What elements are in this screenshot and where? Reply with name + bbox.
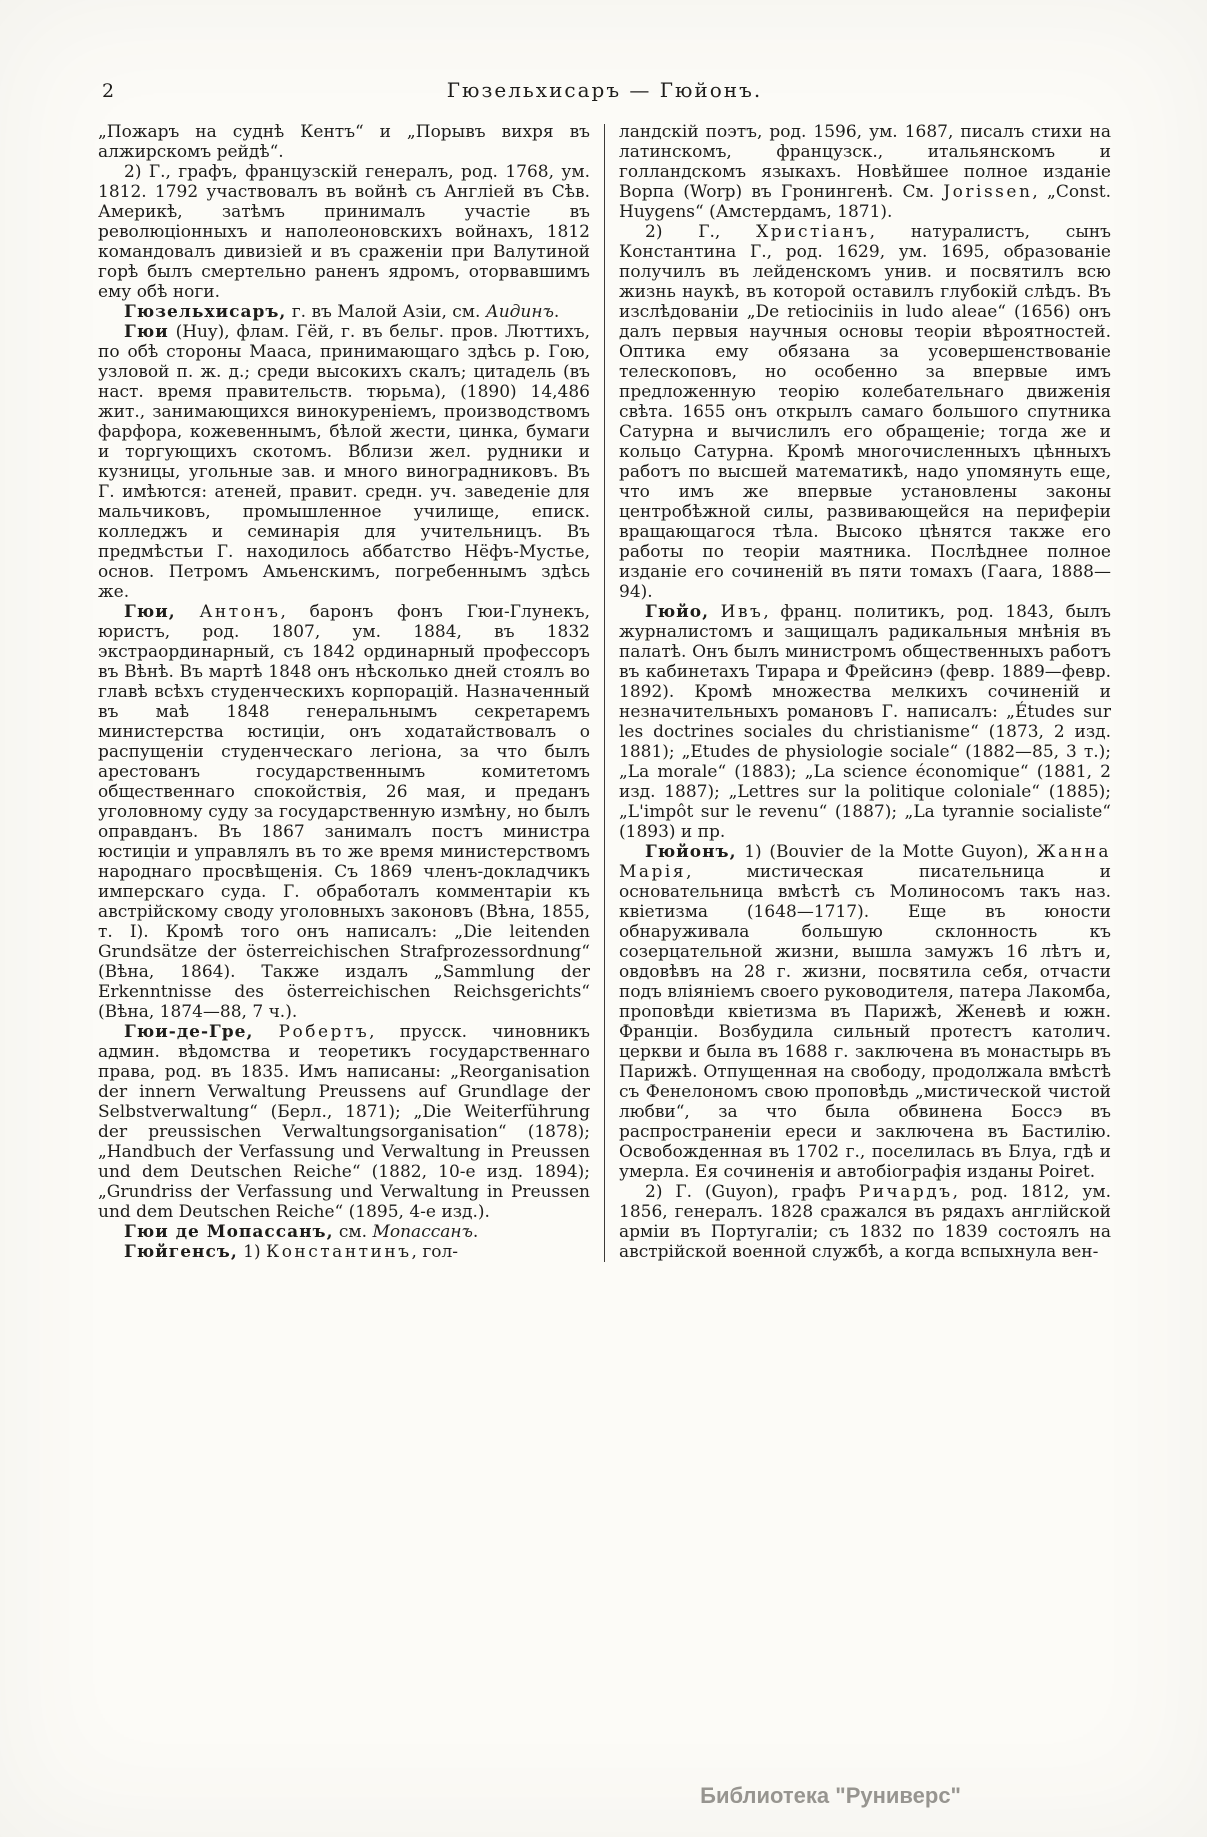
entry-gyuzelhisar — [98, 302, 590, 322]
watermark: Библиотека "Руниверс" — [700, 1783, 961, 1808]
left-column — [98, 122, 590, 1262]
text-segment: г. въ Малой Азіи, см. — [286, 302, 486, 322]
text-segment: , род. 1812, ум. 1856, генералъ. 1828 сражался въ рядахъ англійской арміи въ Португаліи; съ 1832 по 1839 состоялъ на австрійской военной службѣ, а когда вспыхнула вен- — [619, 1182, 1111, 1262]
page-number: 2 — [102, 80, 115, 102]
running-head: Гюзельхисаръ — Гюйонъ. — [446, 78, 763, 102]
entry-gyui-huy — [98, 322, 590, 602]
text-segment: , мистическая писательница и основательница вмѣстѣ съ Молиносомъ такъ наз. квіетизма (1648—1717). Еще въ юности обнаруживала большую склонность къ созерцательной жизни, вышла замужъ 16 лѣтъ и, овдовѣвъ на 28 г. жизни, посвятила себя, отчасти подъ вліяніемъ своего руководителя, патера Лакомба, проповѣди квіетизма въ Парижѣ, Женевѣ и южн. Франціи. Возбудила сильный протестъ католич. церкви и была въ 1688 г. заключена въ монастырь въ Парижѣ. Отпущенная на свободу, продолжала вмѣстѣ съ Фенелономъ свою проповѣдь „мистической чистой любви“, за что была обвинена Боссэ въ распространеніи ереси и заключена въ Бастилію. Освобожденная въ 1702 г., поселилась въ Блуа, гдѣ и умерла. Ея сочиненія и автобіографія изданы Poiret. — [619, 862, 1111, 1182]
text-segment: , прусск. чиновникъ админ. вѣдомства и теоретикъ государственнаго права, род. въ 1835. Имъ написаны: „Reorganisation der innern Verwaltung Preussens auf Grundlage der Selbstverwaltung“ (Берл., 1871); „Die Weiterführung der preussischen Verwaltungsorganisation“ (1878); „Handbuch der Verfassung und Verwaltung in Preussen und dem Deutschen Reiche“ (1882, 10-е изд. 1894); „Grundriss der Verfassung und Verwaltung in Preussen und dem Deutschen Reiche“ (1895, 4-е изд.). — [98, 1022, 590, 1222]
text-segment: 1) — [237, 1242, 267, 1262]
entry-headword: Гюи-де-Гре, — [124, 1022, 254, 1042]
text-segment: , баронъ фонъ Гюи-Глунекъ, юристъ, род. 1807, ум. 1884, въ 1832 экстраординарный, съ 1842 ординарный профессоръ въ Вѣнѣ. Въ мартѣ 1848 онъ нѣсколько дней стоялъ во главѣ всѣхъ студенческихъ корпорацій. Назначенный въ маѣ 1848 генеральнымъ секретаремъ министерства юстиціи, онъ ходатайствовалъ о распущеніи студенческаго легіона, за что былъ арестованъ государственнымъ комитетомъ общественнаго спокойствія, 26 мая, и преданъ уголовному суду за государственную измѣну, но былъ оправданъ. Въ 1867 занималъ постъ министра юстиціи и управлялъ въ то же время министерствомъ народнаго просвѣщенія. Съ 1869 членъ-докладчикъ имперскаго суда. Г. обработалъ комментаріи къ австрійскому своду уголовныхъ законовъ (Вѣна, 1855, т. I). Кромѣ того онъ написалъ: „Die leitenden Grundsätze der österreichischen Strafprozessordnung“ (Вѣна, 1864). Также издалъ „Sammlung der Erkenntnisse des österreichischen Reichsgerichts“ (Вѣна, 1874—88, 7 ч.). — [98, 602, 590, 1022]
entry-headword: Гюзельхисаръ, — [124, 302, 287, 322]
entry-gyui-de-mopassan — [98, 1222, 590, 1242]
text-segment: ландскій поэтъ, род. 1596, ум. 1687, писалъ стихи на латинскомъ, французск., итальянскомъ и голландскомъ языкахъ. Новѣйшее полное изданіе Ворпа (Worp) въ Гронингенѣ. См. — [619, 122, 1111, 202]
person-name: Христіанъ — [756, 222, 870, 242]
entry-gyuion — [619, 842, 1111, 1182]
para-gyuigens-2 — [619, 222, 1111, 602]
person-name: Константинъ — [266, 1242, 412, 1262]
column-divider — [604, 124, 605, 1262]
right-column — [619, 122, 1111, 1262]
entry-headword: Гюйгенсъ, — [124, 1242, 238, 1262]
entry-headword: Гюи — [124, 322, 169, 342]
person-name: Ивъ — [720, 602, 764, 622]
text-segment: (Huy), флам. Гёй, г. въ бельг. пров. Люттихъ, по обѣ стороны Мааса, принимающаго здѣсь р. Гою, узловой п. ж. д.; среди высокихъ скалъ; цитадель (въ наст. время правительств. тюрьма), (1890) 14,486 жит., занимающихся винокуреніемъ, производствомъ фарфора, кожевеннымъ, бѣлой жести, цинка, бумаги и торгующихъ скотомъ. Вблизи жел. рудники и кузницы, угольные зав. и много виноградниковъ. Въ Г. имѣются: атеней, правит. средн. уч. заведеніе для мальчиковъ, промышленное училище, еписк. колледжъ и семинарія для учительницъ. Въ предмѣстьи Г. находилось аббатство Нёфъ-Мустье, основ. Петромъ Амьенскимъ, погребеннымъ здѣсь же. — [98, 322, 590, 602]
para-gyuion-2 — [619, 1182, 1111, 1262]
para-continuation — [619, 122, 1111, 222]
text-segment: 1) (Bouvier de la Motte Guyon), — [736, 842, 1037, 862]
text-segment: 2) Г. (Guyon), графъ — [645, 1182, 859, 1202]
text-segment: , гол- — [411, 1242, 459, 1262]
text-segment: . — [553, 302, 560, 322]
person-name: Jorissen — [943, 182, 1033, 202]
entry-gyuio — [619, 602, 1111, 842]
text-segment: , натуралистъ, сынъ Константина Г., род. 1629, ум. 1695, образованіе получилъ въ лейденскомъ унив. и посвятилъ всю жизнь наукѣ, въ которой оставилъ глубокій слѣдъ. Въ изслѣдованіи „De retiociniis in ludo aleae“ (1656) онъ далъ первыя научныя основы теоріи вѣроятностей. Оптика ему обязана за усовершенствованіе телескоповъ, но особенно за впервые имъ предложенную теорію колебательнаго движенія свѣта. 1655 онъ открылъ самаго большого спутника Сатурна и вычислилъ его обращеніе; тогда же и кольцо Сатурна. Кромѣ многочисленныхъ цѣнныхъ работъ по высшей математикѣ, надо упомянуть еще, что имъ же впервые установлены законы центробѣжной силы, развивающейся на периферіи вращающагося тѣла. Высоко цѣнятся также его работы по теоріи маятника. Послѣднее полное изданіе его сочиненій въ пяти томахъ (Гаага, 1888—94). — [619, 222, 1111, 602]
text-segment: см. — [333, 1222, 373, 1242]
text-segment: 2) Г., — [645, 222, 757, 242]
person-name: Антонъ — [199, 602, 281, 622]
person-name: Ричардъ — [858, 1182, 953, 1202]
text-segment — [176, 602, 200, 622]
person-name: Робертъ — [278, 1022, 370, 1042]
text-segment — [253, 1022, 278, 1042]
entry-headword: Гюйо, — [645, 602, 710, 622]
person-name: Жанна Марія — [619, 842, 1111, 882]
entry-gyui-anton — [98, 602, 590, 1022]
text-columns — [98, 122, 1111, 1262]
entry-gyuigens — [98, 1242, 590, 1262]
text-segment: . — [472, 1222, 479, 1242]
entry-headword: Гюи де Мопассанъ, — [124, 1222, 334, 1242]
text-segment: , „Const. Huygens“ (Амстердамъ, 1871). — [619, 182, 1112, 222]
text-segment: , франц. политикъ, род. 1843, былъ журналистомъ и защищалъ радикальныя мнѣнія въ палатѣ. Онъ былъ министромъ общественныхъ работъ въ кабинетахъ Тирара и Фрейсинэ (февр. 1889—февр. 1892). Кромѣ множества мелкихъ сочиненій и незначительныхъ романовъ Г. написалъ: „Études sur les doctrines sociales du christianisme“ (1873, 2 изд. 1881); „Etudes de physiologie sociale“ (1882—85, 3 т.); „La morale“ (1883); „La science économique“ (1881, 2 изд. 1887); „Lettres sur la politique coloniale“ (1885); „L'impôt sur le revenu“ (1887); „La tyrannie socialiste“ (1893) и пр. — [619, 602, 1111, 842]
cross-reference: Аидинъ — [485, 302, 554, 322]
para-continuation — [98, 122, 590, 162]
cross-reference: Мопассанъ — [372, 1222, 473, 1242]
text-segment: „Пожаръ на суднѣ Кентъ“ и „Порывъ вихря въ алжирскомъ рейдѣ“. — [98, 122, 590, 162]
entry-gyui-de-gre — [98, 1022, 590, 1222]
text-segment: 2) Г., графъ, французскій генералъ, род. 1768, ум. 1812. 1792 участвовалъ въ войнѣ съ Англіей въ Сѣв. Америкѣ, затѣмъ принималъ участіе въ революціонныхъ и наполеоновскихъ войнахъ, 1812 командовалъ дивизіей и въ сраженіи при Валутиной горѣ былъ смертельно раненъ ядромъ, оторвавшимъ ему обѣ ноги. — [98, 162, 590, 302]
para-item-2 — [98, 162, 590, 302]
page-header — [98, 78, 1111, 104]
entry-headword: Гюи, — [124, 602, 176, 622]
entry-headword: Гюйонъ, — [645, 842, 737, 862]
text-segment — [709, 602, 721, 622]
